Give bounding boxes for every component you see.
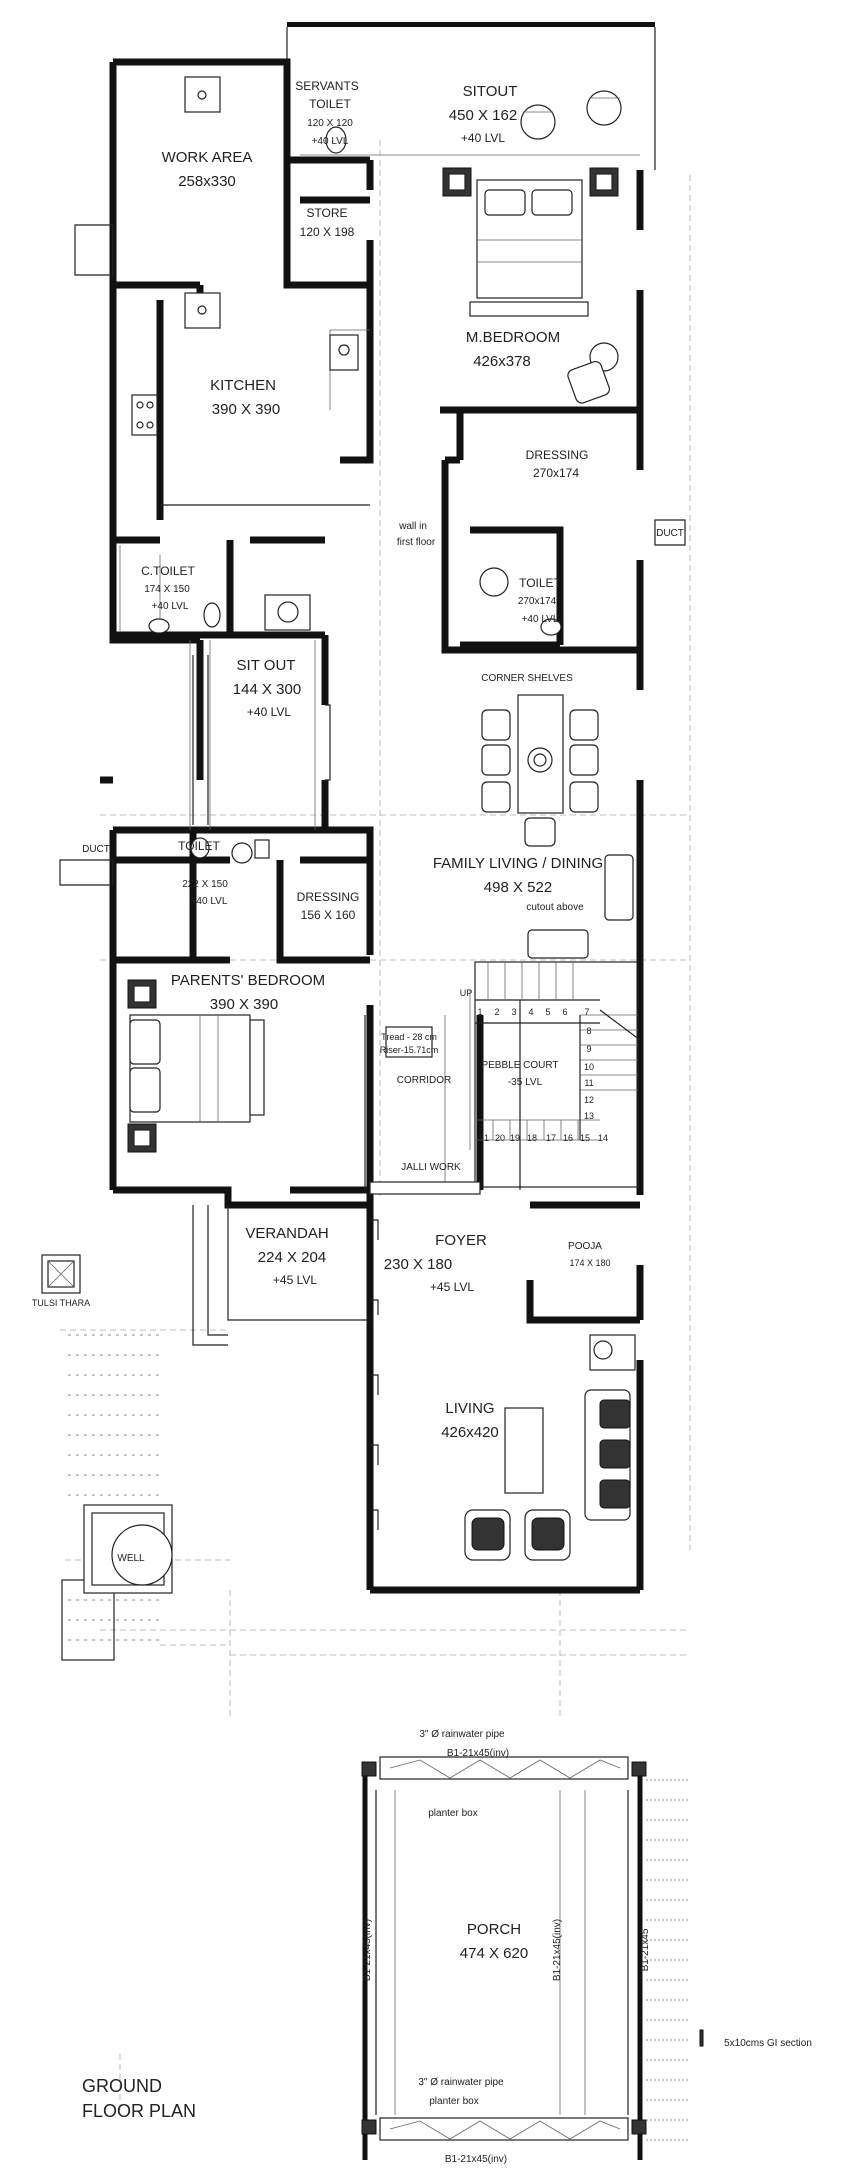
work-area-size: 258x330 xyxy=(178,173,236,190)
servants-toilet-level: +40 LVL xyxy=(311,136,349,147)
c-toilet-name: C.TOILET xyxy=(141,564,195,578)
store-size: 120 X 198 xyxy=(299,225,355,239)
servants-toilet-size: 120 X 120 xyxy=(307,118,353,129)
porch-pipe-bottom: 3" Ø rainwater pipe xyxy=(418,2077,504,2088)
stair-step-11: 11 xyxy=(584,1078,594,1088)
dressing-top-name: DRESSING xyxy=(525,448,589,462)
stair-step-1: 1 xyxy=(477,1007,483,1017)
toilet-right-size: 270x174 xyxy=(517,596,557,607)
stair-step-3: 3 xyxy=(511,1007,517,1017)
staircase xyxy=(470,962,640,1187)
porch-beam-mid: B1-21x45(inv) xyxy=(552,1918,563,1982)
drawing-title xyxy=(82,2074,282,2124)
living-furniture xyxy=(465,1335,635,1560)
stair-up-label: UP xyxy=(459,988,473,998)
family-living-size: 498 X 522 xyxy=(483,879,553,896)
kitchen-size: 390 X 390 xyxy=(211,401,281,418)
stair-step-19: 19 xyxy=(509,1133,521,1143)
toilet-left-size: 222 X 150 xyxy=(182,879,228,890)
stair-step-10: 10 xyxy=(583,1062,595,1072)
drawing-title-line2: FLOOR PLAN xyxy=(82,2101,197,2121)
sit-out-mid-size: 144 X 300 xyxy=(232,681,302,698)
toilet-left-level: +40 LVL xyxy=(190,896,228,907)
tulsi-thara xyxy=(42,1255,80,1293)
stair-tread: Tread - 28 cm xyxy=(381,1032,437,1042)
well xyxy=(84,1505,172,1593)
foyer-size: 230 X 180 xyxy=(383,1256,453,1273)
foyer-name: FOYER xyxy=(435,1232,487,1249)
sitout-top-name: SITOUT xyxy=(462,83,518,100)
pooja-size: 174 X 180 xyxy=(569,1258,611,1268)
stair-riser: Riser-15.71cm xyxy=(379,1045,439,1055)
verandah-size: 224 X 204 xyxy=(257,1249,327,1266)
corridor-label: CORRIDOR xyxy=(396,1075,452,1086)
verandah-name: VERANDAH xyxy=(245,1225,329,1242)
dressing-left-name: DRESSING xyxy=(296,890,360,904)
c-toilet-size: 174 X 150 xyxy=(144,584,190,595)
pebble-court-level: -35 LVL xyxy=(507,1077,543,1088)
servants-toilet-name1: SERVANTS xyxy=(295,79,359,93)
duct-left-label: DUCT xyxy=(82,844,110,855)
well-label: WELL xyxy=(117,1553,145,1564)
porch-beam-right: B1-21x45 xyxy=(640,1928,651,1972)
porch xyxy=(362,1757,703,2160)
drawing-title-line1: GROUND xyxy=(82,2076,162,2096)
verandah-level: +45 LVL xyxy=(272,1273,318,1287)
stair-step-12: 12 xyxy=(583,1095,595,1105)
porch-size: 474 X 620 xyxy=(459,1945,529,1962)
porch-planter-top: planter box xyxy=(428,1808,478,1819)
family-living-note: cutout above xyxy=(526,902,584,913)
stair-step-5: 5 xyxy=(545,1007,551,1017)
sitout-top-size: 450 X 162 xyxy=(448,107,518,124)
porch-planter-bottom: planter box xyxy=(429,2096,479,2107)
tulsi-thara-label: TULSI THARA xyxy=(31,1298,91,1308)
toilet-right-name: TOILET xyxy=(519,576,561,590)
stair-step-15: 15 xyxy=(579,1133,591,1143)
jalli-work-label: JALLI WORK xyxy=(401,1162,461,1173)
porch-beam-bottom: B1-21x45(inv) xyxy=(444,2154,508,2165)
dressing-left-size: 156 X 160 xyxy=(300,908,356,922)
porch-beam-top: B1-21x45(inv) xyxy=(446,1748,510,1759)
m-bedroom-name: M.BEDROOM xyxy=(465,329,561,346)
wall-note-line1: wall in xyxy=(399,521,427,532)
porch-gi-section: 5x10cms GI section xyxy=(724,2038,812,2049)
stair-step-18: 18 xyxy=(526,1133,538,1143)
sit-out-mid-name: SIT OUT xyxy=(236,657,296,674)
sitout-top-level: +40 LVL xyxy=(460,131,506,145)
porch-beam-left: B1-21x45(inv) xyxy=(362,1918,373,1982)
dining-set xyxy=(482,695,633,958)
work-area-name: WORK AREA xyxy=(161,149,253,166)
stair-step-14: 14 xyxy=(597,1133,609,1143)
toilet-right-level: +40 LVL xyxy=(521,614,559,625)
duct-right-label: DUCT xyxy=(656,528,684,539)
foyer-level: +45 LVL xyxy=(429,1280,475,1294)
stair-step-16: 16 xyxy=(562,1133,574,1143)
family-living-name: FAMILY LIVING / DINING xyxy=(432,855,604,872)
living-size: 426x420 xyxy=(441,1424,499,1441)
m-bedroom-size: 426x378 xyxy=(473,353,531,370)
stair-step-17: 17 xyxy=(545,1133,557,1143)
porch-pipe-top: 3" Ø rainwater pipe xyxy=(419,1729,505,1740)
pebble-court-name: PEBBLE COURT xyxy=(481,1060,559,1071)
stair-step-8: 8 xyxy=(586,1026,592,1036)
c-toilet-level: +40 LVL xyxy=(151,601,189,612)
sit-out-mid-level: +40 LVL xyxy=(246,705,292,719)
servants-toilet-name2: TOILET xyxy=(309,97,351,111)
parents-bedroom-size: 390 X 390 xyxy=(209,996,279,1013)
stair-step-7: 7 xyxy=(584,1007,590,1017)
living-name: LIVING xyxy=(445,1400,495,1417)
stair-step-6: 6 xyxy=(562,1007,568,1017)
corner-shelves-label: CORNER SHELVES xyxy=(481,673,573,684)
stair-step-20: 20 xyxy=(494,1133,506,1143)
stair-step-2: 2 xyxy=(494,1007,500,1017)
stair-step-9: 9 xyxy=(586,1044,592,1054)
porch-name: PORCH xyxy=(466,1921,522,1938)
wall-note-line2: first floor xyxy=(396,537,436,548)
dressing-top-size: 270x174 xyxy=(532,466,580,480)
toilet-left-name: TOILET xyxy=(178,839,220,853)
store-name: STORE xyxy=(306,206,348,220)
pooja-name: POOJA xyxy=(568,1241,602,1252)
stair-step-21: 21 xyxy=(478,1133,490,1143)
sitout-chairs xyxy=(521,91,621,139)
parents-bedroom-name: PARENTS' BEDROOM xyxy=(170,972,326,989)
kitchen-name: KITCHEN xyxy=(210,377,276,394)
stair-step-13: 13 xyxy=(583,1111,595,1121)
stair-step-4: 4 xyxy=(528,1007,534,1017)
